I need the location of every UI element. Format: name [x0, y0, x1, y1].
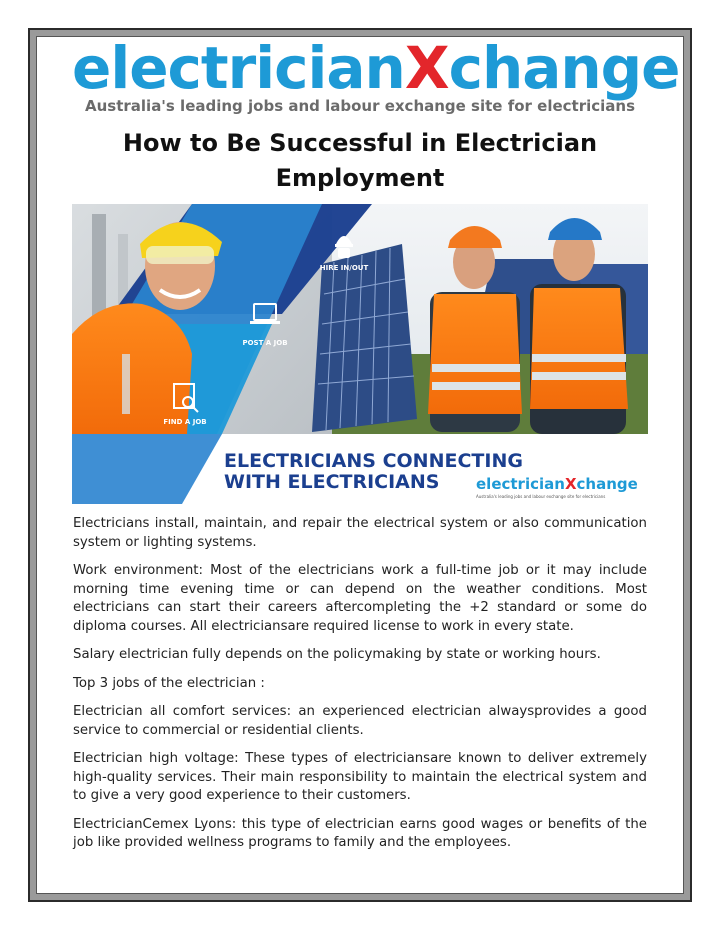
- paragraph: Electrician high voltage: These types of electriciansare known to deliver extremely high-quality services. Their main responsibility to maintain the electrical system and to give a very good experience to their customers.: [73, 751, 647, 803]
- menu-label-post: POST A JOB: [242, 339, 288, 347]
- article-body: [73, 515, 647, 863]
- paragraph: Work environment: Most of the electricians work a full-time job or it may include morning time evening time or can depend on the weather conditions. Most electricians can start their careers aftercompleting the +2 standard or some do diploma courses. All electriciansare required license to work in every state.: [73, 563, 647, 634]
- banner-headline-line1: ELECTRICIANS CONNECTING: [224, 450, 523, 472]
- paragraph: Electrician all comfort services: an experienced electrician alwaysprovides a good service to commercial or residential clients.: [73, 704, 647, 738]
- banner-tagline: Australia's leading jobs and labour exchange site for electricians: [476, 494, 606, 499]
- brand-tagline: Australia's leading jobs and labour exchange site for electricians: [85, 97, 635, 115]
- page-title: How to Be Successful in Electrician Employment: [122, 129, 598, 192]
- banner-logo: [476, 475, 638, 493]
- menu-label-find: FIND A JOB: [163, 418, 207, 426]
- logo-text-electrician: electrician: [72, 34, 405, 102]
- banner-logo-x: X: [564, 475, 577, 493]
- banner-headline-line2: WITH ELECTRICIANS: [224, 471, 440, 493]
- banner-logo-part2: change: [576, 475, 638, 493]
- hero-banner-image: [72, 204, 648, 504]
- solar-panel: [312, 244, 417, 432]
- logo-text-x: X: [404, 34, 449, 102]
- menu-label-hire: HIRE IN/OUT: [319, 264, 369, 272]
- paragraph: Salary electrician fully depends on the policymaking by state or working hours.: [73, 647, 601, 662]
- paragraph: ElectricianCemex Lyons: this type of electrician earns good wages or benefits of the job like provided wellness programs to family and the employees.: [73, 816, 647, 850]
- banner-logo-part1: electrician: [476, 475, 565, 493]
- brand-logo: [72, 34, 680, 102]
- paragraph: Top 3 jobs of the electrician :: [73, 675, 265, 691]
- paragraph: Electricians install, maintain, and repair the electrical system or also communication system or lighting systems.: [73, 516, 647, 550]
- logo-text-change: change: [448, 34, 680, 102]
